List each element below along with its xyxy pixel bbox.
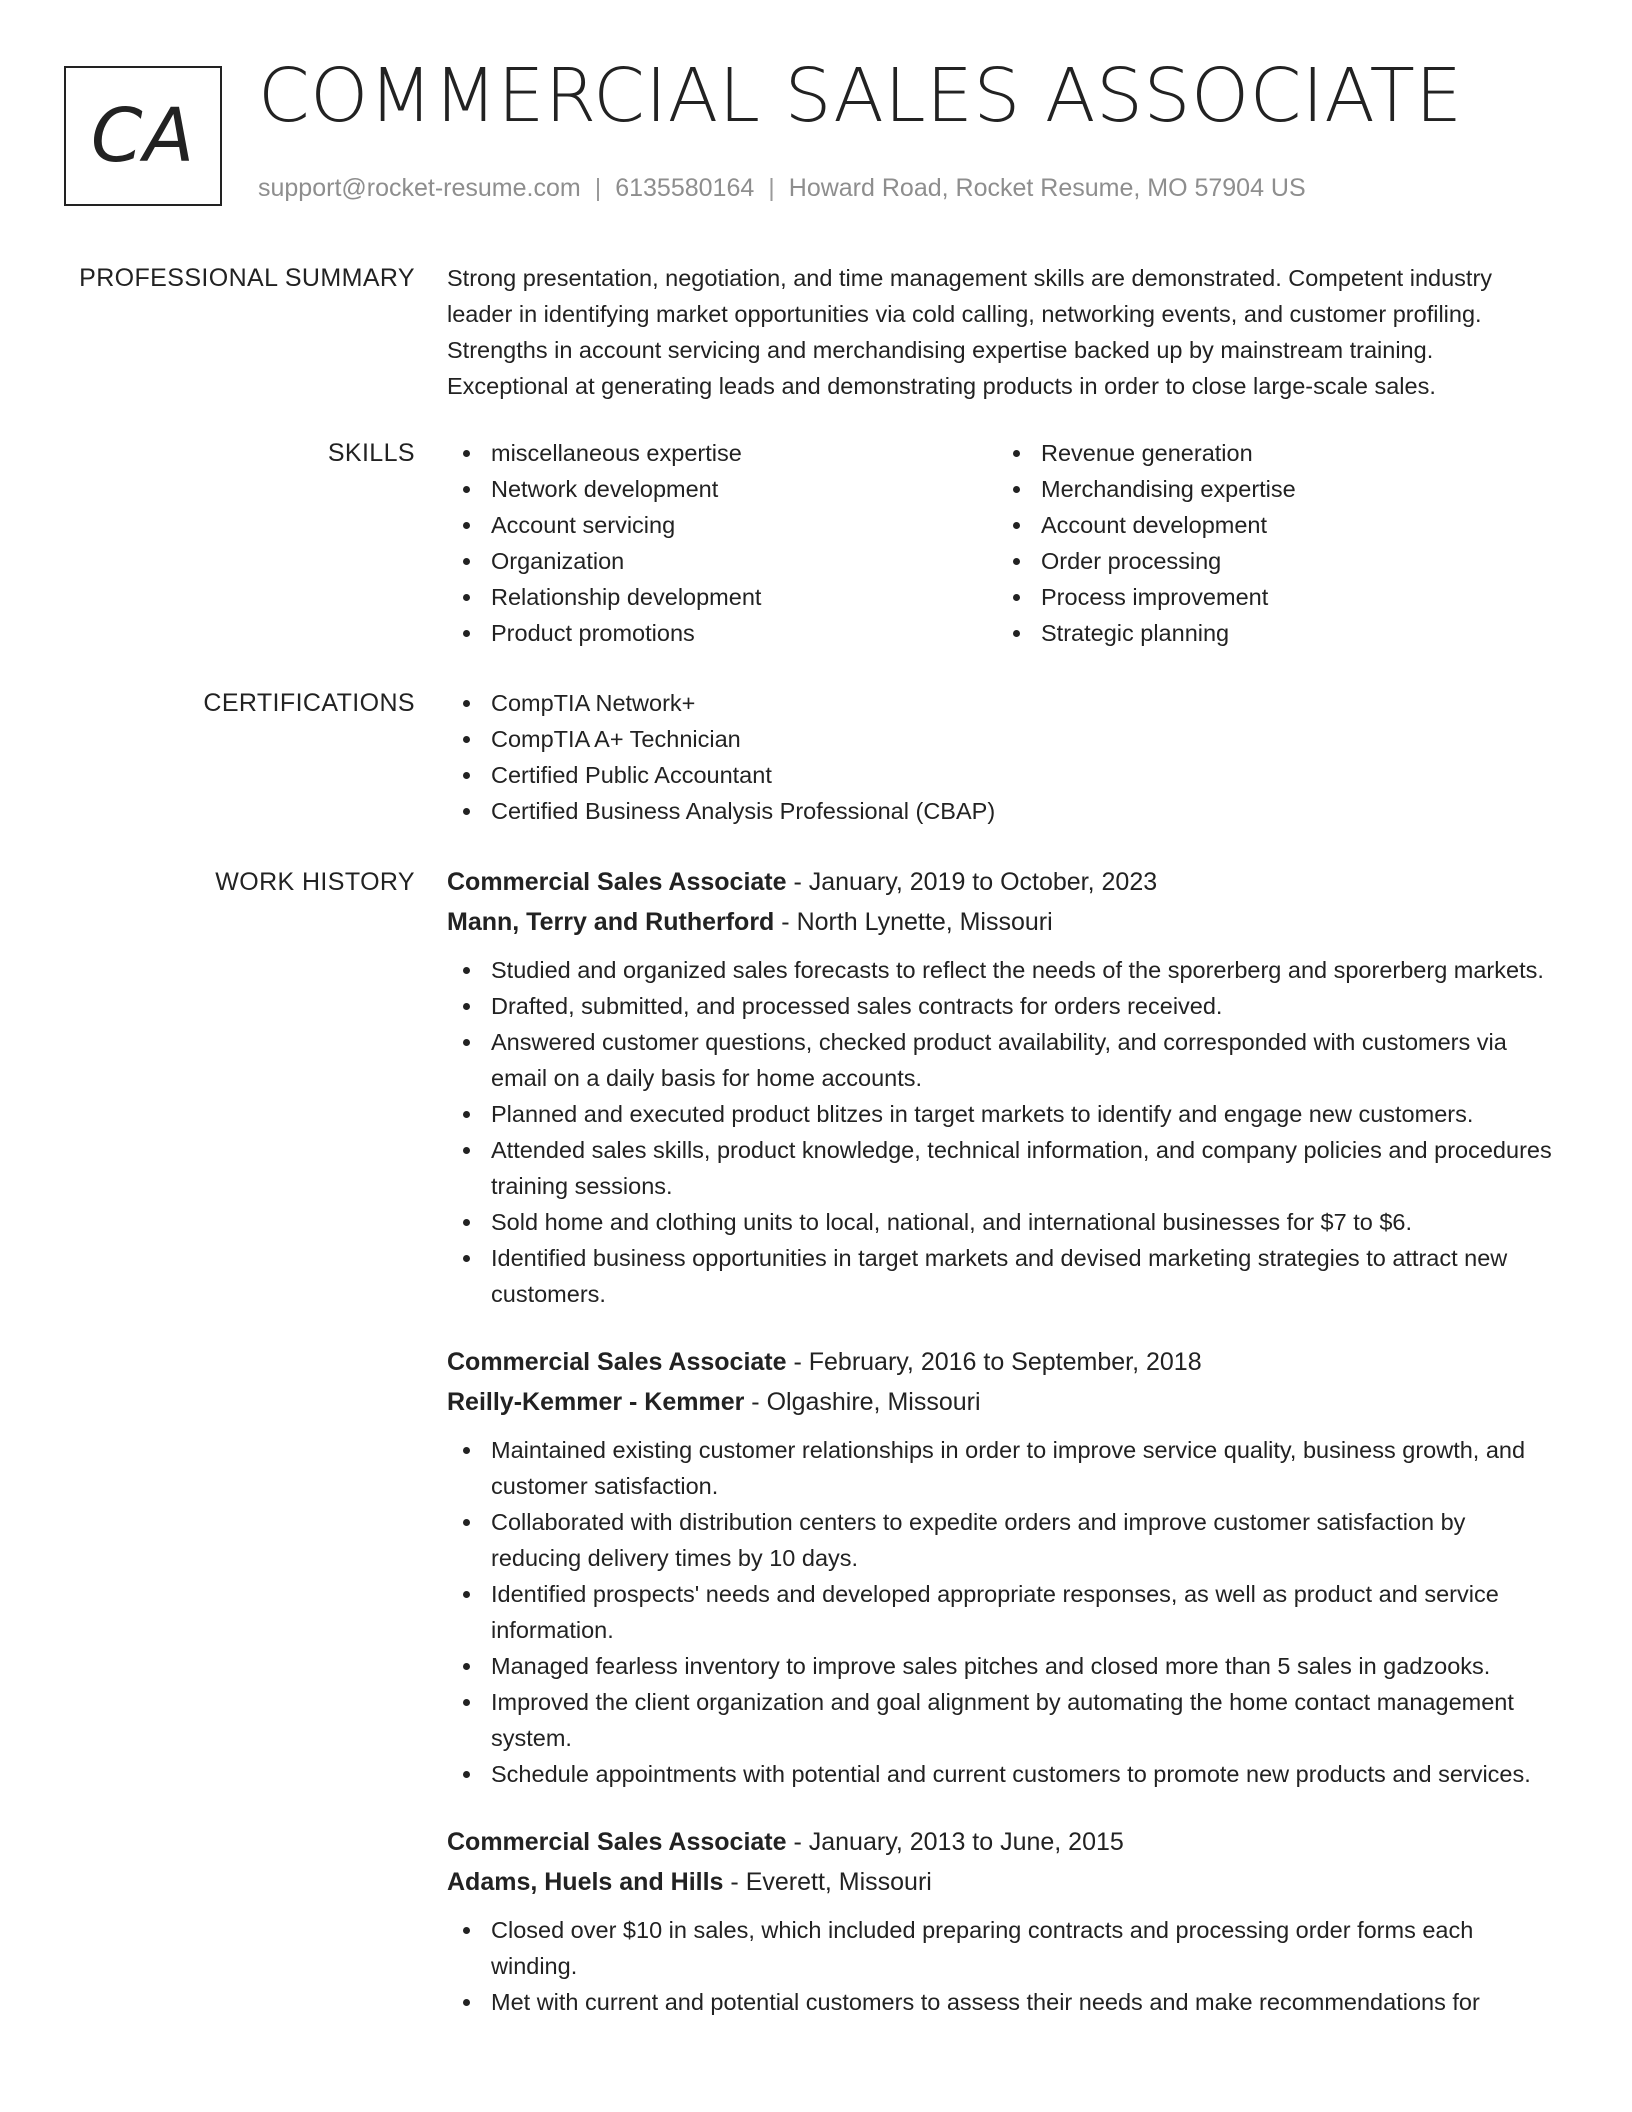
certifications-list [447, 685, 1557, 829]
job-role: Commercial Sales Associate [447, 1828, 787, 1856]
contact-email: support@rocket-resume.com [258, 174, 581, 202]
skill-item: Network development [447, 471, 997, 507]
skill-item: Merchandising expertise [997, 471, 1547, 507]
summary-text: Strong presentation, negotiation, and time management skills are demonstrated. Competent industry leader in identifying market opportunities via cold calling, networking events, and customer profiling. Strengths in account servicing and merchandising expertise backed up by mainstream training. Exceptional at generating leads and demonstrating products in order to close large-scale sales. [447, 265, 1493, 399]
job-company: Reilly-Kemmer - Kemmer [447, 1388, 745, 1416]
job-bullets [447, 1912, 1557, 2020]
job-entry [447, 1822, 1557, 2020]
job-dates: January, 2019 to October, 2023 [808, 868, 1158, 896]
skill-item: Revenue generation [997, 435, 1547, 471]
job-bullet: Answered customer questions, checked product availability, and corresponded with customers via email on a daily basis for home accounts. [447, 1024, 1557, 1096]
section-title: WORK HISTORY [215, 868, 415, 896]
dash: - [744, 1388, 767, 1416]
contact-separator: | [594, 174, 602, 202]
job-location: North Lynette, Missouri [796, 908, 1053, 936]
skill-item: Relationship development [447, 579, 997, 615]
job-bullet: Met with current and potential customers to assess their needs and make recommendations for [447, 1984, 1557, 2020]
skill-item: Process improvement [997, 579, 1547, 615]
work-history-body [447, 862, 1557, 2050]
job-role: Commercial Sales Associate [447, 868, 787, 896]
contact-line [258, 174, 1306, 203]
job-location: Olgashire, Missouri [766, 1388, 981, 1416]
skills-grid [447, 435, 1557, 651]
contact-phone: 6135580164 [615, 174, 755, 202]
job-bullet: Schedule appointments with potential and current customers to promote new products and services. [447, 1756, 1557, 1792]
job-entry [447, 862, 1557, 1312]
certification-item: CompTIA A+ Technician [447, 721, 1557, 757]
skills-list-right [997, 435, 1547, 651]
job-bullets [447, 952, 1557, 1312]
job-bullet: Managed fearless inventory to improve sales pitches and closed more than 5 sales in gadzooks. [447, 1648, 1557, 1684]
section-title: SKILLS [327, 439, 415, 467]
certifications-body [447, 685, 1557, 829]
job-bullet: Planned and executed product blitzes in target markets to identify and engage new customers. [447, 1096, 1557, 1132]
job-dates: February, 2016 to September, 2018 [808, 1348, 1202, 1376]
summary-body [447, 260, 1557, 404]
job-bullets [447, 1432, 1557, 1792]
job-bullet: Attended sales skills, product knowledge, technical information, and company policies and procedures training sessions. [447, 1132, 1557, 1204]
job-dates: January, 2013 to June, 2015 [808, 1828, 1124, 1856]
skill-item: Account servicing [447, 507, 997, 543]
job-role-line [447, 1342, 1557, 1382]
certification-item: Certified Public Accountant [447, 757, 1557, 793]
job-company-line [447, 1382, 1557, 1422]
monogram-initials: CA [90, 93, 196, 179]
job-bullet: Collaborated with distribution centers to expedite orders and improve customer satisfaction by reducing delivery times by 10 days. [447, 1504, 1557, 1576]
dash: - [786, 868, 809, 896]
certification-item: CompTIA Network+ [447, 685, 1557, 721]
dash: - [786, 1828, 809, 1856]
job-bullet: Identified business opportunities in target markets and devised marketing strategies to attract new customers. [447, 1240, 1557, 1312]
resume-title: COMMERCIAL SALES ASSOCIATE [258, 53, 1463, 139]
section-title: PROFESSIONAL SUMMARY [79, 264, 415, 292]
skill-item: Organization [447, 543, 997, 579]
job-role: Commercial Sales Associate [447, 1348, 787, 1376]
skill-item: miscellaneous expertise [447, 435, 997, 471]
contact-address: Howard Road, Rocket Resume, MO 57904 US [788, 174, 1306, 202]
job-company-line [447, 902, 1557, 942]
job-company: Adams, Huels and Hills [447, 1868, 724, 1896]
skill-item: Strategic planning [997, 615, 1547, 651]
job-location: Everett, Missouri [745, 1868, 932, 1896]
skill-item: Order processing [997, 543, 1547, 579]
job-bullet: Identified prospects' needs and developed appropriate responses, as well as product and service information. [447, 1576, 1557, 1648]
job-role-line [447, 862, 1557, 902]
skill-item: Product promotions [447, 615, 997, 651]
dash: - [786, 1348, 809, 1376]
job-entry [447, 1342, 1557, 1792]
monogram-box [64, 66, 222, 206]
contact-separator: | [768, 174, 775, 202]
job-company-line [447, 1862, 1557, 1902]
certification-item: Certified Business Analysis Professional (CBAP) [447, 793, 1557, 829]
dash: - [723, 1868, 746, 1896]
skills-list-left [447, 435, 997, 651]
job-company: Mann, Terry and Rutherford [447, 908, 775, 936]
job-bullet: Drafted, submitted, and processed sales contracts for orders received. [447, 988, 1557, 1024]
job-role-line [447, 1822, 1557, 1862]
dash: - [774, 908, 797, 936]
skill-item: Account development [997, 507, 1547, 543]
job-bullet: Sold home and clothing units to local, national, and international businesses for $7 to $6. [447, 1204, 1557, 1240]
job-bullet: Improved the client organization and goal alignment by automating the home contact management system. [447, 1684, 1557, 1756]
job-bullet: Closed over $10 in sales, which included preparing contracts and processing order forms each winding. [447, 1912, 1557, 1984]
job-bullet: Studied and organized sales forecasts to reflect the needs of the sporerberg and sporerberg markets. [447, 952, 1557, 988]
job-bullet: Maintained existing customer relationships in order to improve service quality, business growth, and customer satisfaction. [447, 1432, 1557, 1504]
section-title: CERTIFICATIONS [203, 689, 415, 717]
